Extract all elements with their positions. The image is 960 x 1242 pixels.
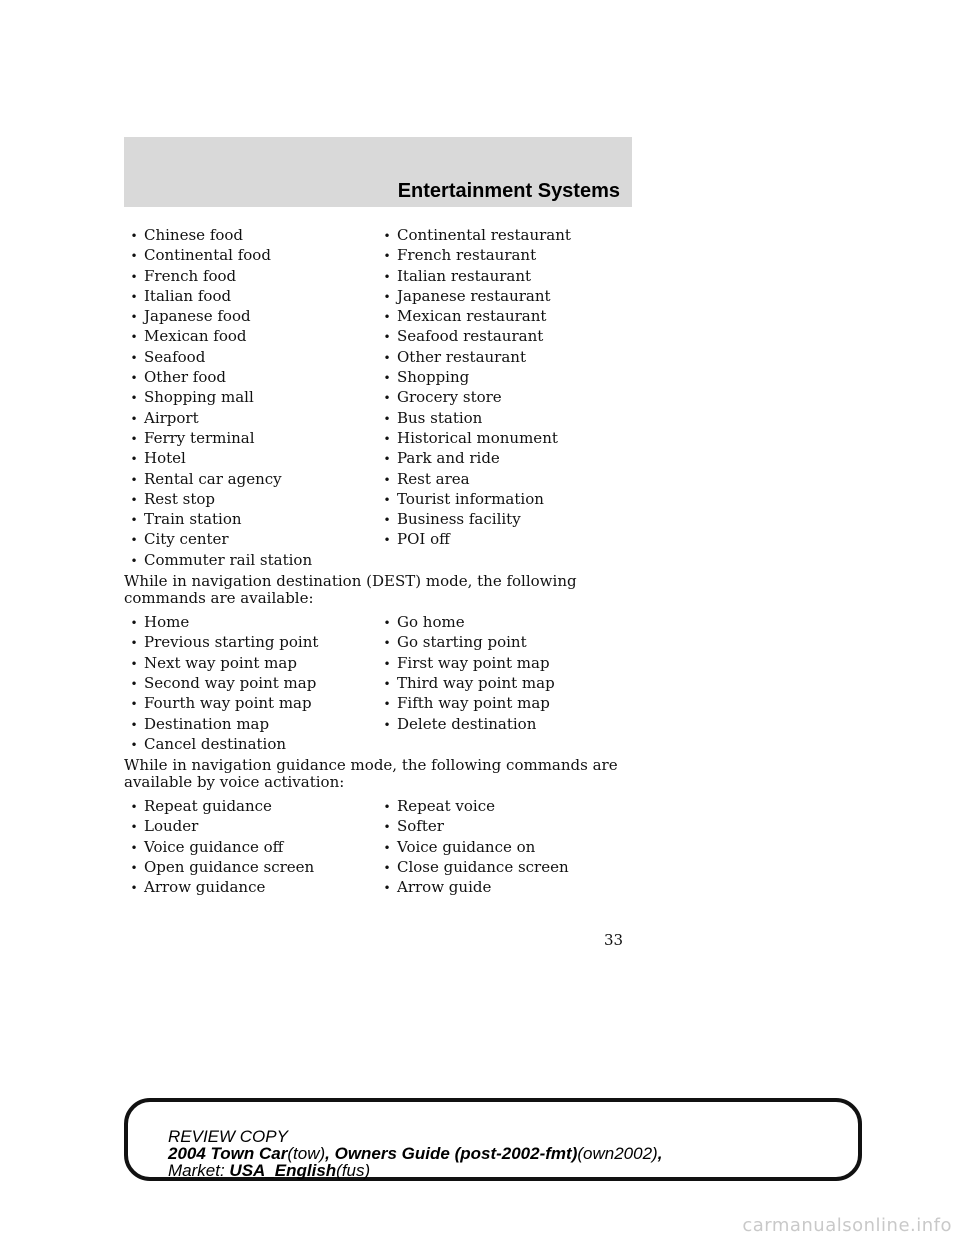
list-item-text: Third way point map: [397, 673, 555, 692]
bullet-icon: •: [383, 371, 391, 386]
bullet-icon: •: [383, 881, 391, 896]
list-item: [377, 673, 637, 693]
list-item: [124, 673, 377, 693]
list-item-text: Close guidance screen: [397, 858, 569, 877]
bullet-icon: •: [130, 636, 138, 651]
list-item-text: Continental restaurant: [397, 226, 571, 244]
list-item-text: Rest stop: [144, 489, 216, 508]
review-copy-text: [168, 1128, 662, 1179]
list-item-text: Seafood restaurant: [397, 327, 544, 346]
bullet-icon: •: [130, 840, 138, 855]
bullet-icon: •: [383, 697, 391, 712]
list-item: [124, 857, 377, 877]
list-item: [377, 266, 637, 286]
list-item-text: Repeat voice: [397, 797, 495, 816]
bullet-icon: •: [130, 492, 138, 507]
list-item-text: Arrow guide: [397, 878, 492, 897]
bullet-icon: •: [130, 229, 138, 243]
list-item: [377, 509, 637, 529]
list-item-text: Grocery store: [397, 388, 502, 407]
dest-mode-paragraph: While in navigation destination (DEST) mode, the following commands are available:: [124, 572, 577, 608]
list-item-text: City center: [144, 530, 229, 549]
list-item-text: Destination map: [144, 714, 270, 733]
list-item: [377, 714, 637, 734]
list-item: [124, 877, 377, 897]
list-item: [124, 469, 377, 489]
market-name: USA_English: [229, 1161, 337, 1180]
watermark-text: carmanualsonline.info: [742, 1215, 952, 1236]
list-item: [124, 693, 377, 713]
review-copy-label: REVIEW COPY: [168, 1127, 288, 1146]
list-item-text: Fifth way point map: [397, 694, 550, 713]
bullet-icon: •: [383, 717, 391, 732]
trailing-comma: ,: [657, 1144, 663, 1163]
guidance-mode-paragraph: While in navigation guidance mode, the following commands are available by voice activation:: [124, 756, 618, 792]
list-item-text: Italian food: [144, 286, 232, 305]
bullet-icon: •: [383, 820, 391, 835]
bullet-icon: •: [383, 676, 391, 691]
list-item-text: Japanese restaurant: [397, 286, 551, 305]
bullet-icon: •: [130, 861, 138, 876]
list-item-text: Next way point map: [144, 653, 297, 672]
review-copy-vehicle-line: [168, 1145, 662, 1162]
page-content: [124, 225, 644, 898]
list-item-text: Previous starting point: [144, 633, 319, 652]
list-item-text: Rental car agency: [144, 469, 282, 488]
list-item: [377, 837, 637, 857]
list-item: [124, 347, 377, 367]
list-item-text: First way point map: [397, 653, 550, 672]
list-item-text: Mexican food: [144, 327, 247, 346]
bullet-icon: •: [130, 616, 138, 631]
list-item: [377, 693, 637, 713]
list-item-text: French food: [144, 266, 237, 285]
list-item-text: Seafood: [144, 347, 206, 366]
list-item-text: Softer: [397, 817, 444, 836]
review-copy-box: [124, 1098, 862, 1181]
list-item: [124, 837, 377, 857]
bullet-icon: •: [383, 800, 391, 815]
bullet-icon: •: [130, 513, 138, 528]
list-item: [377, 306, 637, 326]
list-item: [124, 428, 377, 448]
list-item-text: Arrow guidance: [144, 878, 266, 897]
market-code: (fus): [336, 1161, 371, 1180]
list-item-text: POI off: [397, 530, 450, 549]
bullet-icon: •: [383, 840, 391, 855]
separator: ,: [325, 1144, 335, 1163]
market-label: Market:: [168, 1161, 225, 1180]
bullet-icon: •: [130, 533, 138, 548]
bullet-icon: •: [130, 310, 138, 325]
list-item-text: Japanese food: [144, 307, 251, 326]
bullet-icon: •: [383, 533, 391, 548]
bullet-icon: •: [383, 636, 391, 651]
bullet-icon: •: [383, 431, 391, 446]
list-item-text: Historical monument: [397, 428, 558, 447]
review-copy-market-line: [168, 1162, 662, 1179]
bullet-icon: •: [130, 330, 138, 345]
list-item-text: Business facility: [397, 510, 521, 529]
list-item-text: Go home: [397, 613, 465, 632]
list-item-text: Tourist information: [397, 489, 544, 508]
bullet-icon: •: [130, 553, 138, 568]
list-item: [124, 266, 377, 286]
list-item: [124, 489, 377, 509]
list-item: [124, 245, 377, 265]
list-item: [124, 286, 377, 306]
bullet-icon: •: [130, 737, 138, 752]
list-item-text: Cancel destination: [144, 734, 287, 753]
bullet-icon: •: [130, 717, 138, 732]
bullet-icon: •: [383, 411, 391, 426]
list-item-text: Delete destination: [397, 714, 537, 733]
dest-command-list: [124, 612, 644, 754]
list-item: [124, 653, 377, 673]
list-item-text: Shopping mall: [144, 388, 254, 407]
list-item: [124, 550, 377, 570]
bullet-icon: •: [383, 330, 391, 345]
bullet-icon: •: [130, 472, 138, 487]
list-item-text: Ferry terminal: [144, 428, 255, 447]
list-item-text: Continental food: [144, 246, 271, 265]
list-item: [377, 550, 637, 570]
bullet-icon: •: [383, 492, 391, 507]
bullet-icon: •: [383, 472, 391, 487]
list-item-text: Shopping: [397, 368, 470, 387]
bullet-icon: •: [130, 289, 138, 304]
bullet-icon: •: [130, 249, 138, 264]
list-item-text: Mexican restaurant: [397, 307, 547, 326]
list-item-text: Voice guidance on: [397, 837, 536, 856]
bullet-icon: •: [130, 269, 138, 284]
bullet-icon: •: [383, 513, 391, 528]
list-item: [124, 509, 377, 529]
list-item: [124, 408, 377, 428]
list-item: [124, 734, 377, 754]
bullet-icon: •: [130, 391, 138, 406]
vehicle-code: (tow): [287, 1144, 326, 1163]
list-item-text: Other food: [144, 368, 227, 387]
list-item-text: Open guidance screen: [144, 858, 315, 877]
page-number: 33: [604, 931, 624, 949]
list-item: [377, 796, 637, 816]
bullet-icon: •: [130, 881, 138, 896]
list-item-text: Other restaurant: [397, 347, 526, 366]
list-item: [377, 347, 637, 367]
guide-code: (own2002): [577, 1144, 658, 1163]
poi-category-list: [124, 225, 644, 570]
list-item-text: Fourth way point map: [144, 694, 312, 713]
bullet-icon: •: [130, 656, 138, 671]
bullet-icon: •: [130, 697, 138, 712]
list-item: [377, 245, 637, 265]
guidance-command-list: [124, 796, 644, 897]
list-item: [124, 367, 377, 387]
list-item: [377, 367, 637, 387]
list-item: [377, 529, 637, 549]
list-item-text: Go starting point: [397, 633, 527, 652]
list-item-text: Hotel: [144, 449, 186, 468]
list-item: [124, 816, 377, 836]
bullet-icon: •: [383, 249, 391, 264]
list-item: [377, 857, 637, 877]
list-item: [124, 225, 377, 245]
list-item: [377, 734, 637, 754]
list-item: [377, 877, 637, 897]
list-item: [377, 632, 637, 652]
list-item-text: Home: [144, 613, 190, 632]
list-item-text: Second way point map: [144, 673, 317, 692]
bullet-icon: •: [130, 411, 138, 426]
list-item: [124, 714, 377, 734]
list-item: [377, 428, 637, 448]
list-item-text: Bus station: [397, 408, 483, 427]
list-item-text: Italian restaurant: [397, 266, 532, 285]
bullet-icon: •: [383, 861, 391, 876]
list-item: [124, 796, 377, 816]
bullet-icon: •: [383, 350, 391, 365]
list-item: [124, 326, 377, 346]
bullet-icon: •: [130, 350, 138, 365]
list-item: [377, 387, 637, 407]
list-item: [124, 448, 377, 468]
bullet-icon: •: [130, 371, 138, 386]
list-item-text: Voice guidance off: [144, 837, 284, 856]
bullet-icon: •: [383, 616, 391, 631]
bullet-icon: •: [130, 452, 138, 467]
list-item: [124, 306, 377, 326]
section-header-band: [124, 137, 632, 207]
list-item: [377, 469, 637, 489]
list-item-text: Chinese food: [144, 226, 244, 244]
section-title: Entertainment Systems: [397, 180, 620, 202]
list-item: [377, 286, 637, 306]
bullet-icon: •: [130, 676, 138, 691]
bullet-icon: •: [130, 431, 138, 446]
list-item: [377, 612, 637, 632]
list-item: [377, 326, 637, 346]
bullet-icon: •: [383, 269, 391, 284]
bullet-icon: •: [130, 800, 138, 815]
list-item-text: Train station: [144, 510, 242, 529]
bullet-icon: •: [383, 656, 391, 671]
bullet-icon: •: [130, 820, 138, 835]
list-item-text: French restaurant: [397, 246, 537, 265]
list-item: [377, 225, 637, 245]
list-item: [124, 529, 377, 549]
bullet-icon: •: [383, 391, 391, 406]
guide-name: Owners Guide (post-2002-fmt): [334, 1144, 578, 1163]
list-item-text: Repeat guidance: [144, 797, 272, 816]
list-item: [124, 387, 377, 407]
bullet-icon: •: [383, 310, 391, 325]
list-item-text: Louder: [144, 817, 199, 836]
list-item: [124, 632, 377, 652]
bullet-icon: •: [383, 229, 391, 243]
vehicle-name: 2004 Town Car: [168, 1144, 288, 1163]
list-item: [377, 489, 637, 509]
list-item-text: Commuter rail station: [144, 550, 313, 569]
list-item: [377, 448, 637, 468]
list-item: [377, 816, 637, 836]
list-item-text: Park and ride: [397, 449, 500, 468]
list-item-text: Airport: [144, 408, 199, 427]
list-item-text: Rest area: [397, 469, 470, 488]
list-item: [124, 612, 377, 632]
bullet-icon: •: [383, 289, 391, 304]
list-item: [377, 653, 637, 673]
bullet-icon: •: [383, 452, 391, 467]
list-item: [377, 408, 637, 428]
